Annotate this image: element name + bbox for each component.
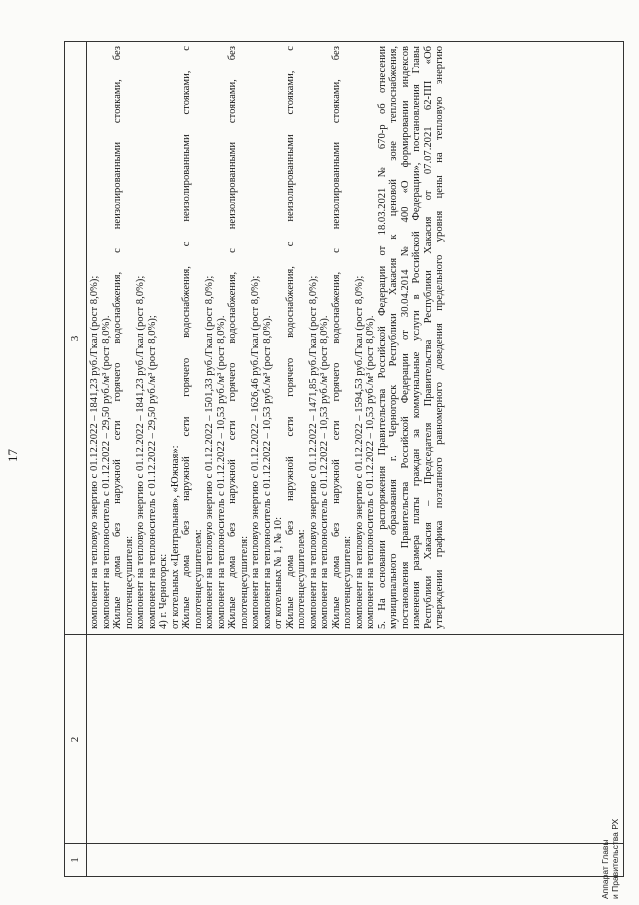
text-line: постановления Правительства Российской Федерации от 30.04.2014 № 400 «О формировании индексов bbox=[399, 46, 411, 629]
text-line: компонент на теплоноситель с 01.12.2022 – 10,53 руб./м³ (рост 8,0%). bbox=[261, 315, 273, 629]
page-number: 17 bbox=[5, 449, 20, 462]
text-line: Жилые дома без наружной сети горячего водоснабжения, с неизолированными стояками, без bbox=[330, 46, 342, 629]
column-header-2: 2 bbox=[65, 635, 87, 844]
text-line: компонент на теплоноситель с 01.12.2022 – 29,50 руб./м³ (рост 8,0%); bbox=[146, 315, 158, 629]
text-line: от котельных № 1, № 10: bbox=[273, 516, 284, 629]
text-line: компонент на тепловую энергию с 01.12.2022 – 1626,46 руб./Гкал (рост 8,0%); bbox=[250, 275, 261, 629]
text-line: утверждении графика поэтапного равномерного доведения предельного уровня цены на тепловую энергию bbox=[434, 46, 445, 629]
text-line: Жилые дома без наружной сети горячего водоснабжения, с неизолированными стояками, с bbox=[284, 46, 296, 629]
text-line: полотенцесушителем: bbox=[296, 529, 307, 629]
column-header-1: 1 bbox=[65, 844, 87, 876]
text-line: муниципального образования г. Черногорск Республики Хакасия к ценовой зоне теплоснабжения, bbox=[388, 46, 399, 629]
tariff-table bbox=[64, 41, 624, 877]
text-line: компонент на теплоноситель с 01.12.2022 – 10,53 руб./м³ (рост 8,0%). bbox=[365, 315, 376, 629]
text-line: компонент на тепловую энергию с 01.12.2022 – 1841,23 руб./Гкал (рост 8,0%); bbox=[135, 275, 146, 629]
text-line: полотенцесушителя: bbox=[123, 535, 135, 629]
text-line: Жилые дома без наружной сети горячего водоснабжения, с неизолированными стояками, с bbox=[181, 46, 192, 629]
text-line: компонент на теплоноситель с 01.12.2022 – 29,50 руб./м³ (рост 8,0%). bbox=[100, 315, 112, 629]
text-line: компонент на теплоноситель с 01.12.2022 – 10,53 руб./м³ (рост 8,0%). bbox=[215, 315, 227, 629]
table-column-1 bbox=[65, 843, 623, 876]
text-line: 5. На основании распоряжения Правительства Российской Федерации от 18.03.2021 № 670-р об отнесении bbox=[376, 46, 388, 629]
office-stamp bbox=[600, 819, 620, 899]
text-line: компонент на теплоноситель с 01.12.2022 – 10,53 руб./м³ (рост 8,0%). bbox=[319, 315, 330, 629]
text-line: Жилые дома без наружной сети горячего водоснабжения, с неизолированными стояками, без bbox=[227, 46, 238, 629]
stamp-line-1: Аппарат Главы bbox=[600, 839, 610, 899]
text-line: полотенцесушителем: bbox=[192, 529, 204, 629]
table-column-2 bbox=[65, 634, 623, 844]
column-header-3: 3 bbox=[65, 42, 87, 635]
text-line: компонент на тепловую энергию с 01.12.2022 – 1471,85 руб./Гкал (рост 8,0%); bbox=[307, 275, 319, 629]
text-line: Республики Хакасия – Председателя Правительства Республики Хакасия от 07.07.2021 62-ПП «Об bbox=[422, 46, 434, 629]
stamp-line-2: и Правительства РХ bbox=[610, 818, 620, 899]
text-line: компонент на тепловую энергию с 01.12.2022 – 1501,33 руб./Гкал (рост 8,0%); bbox=[204, 275, 215, 629]
text-line: Жилые дома без наружной сети горячего водоснабжения, с неизолированными стояками, без bbox=[112, 46, 123, 629]
text-line: полотенцесушителя: bbox=[238, 535, 250, 629]
text-line: полотенцесушителя: bbox=[342, 535, 353, 629]
text-line: от котельных «Центральная», «Южная»: bbox=[169, 445, 181, 629]
text-line: компонент на тепловую энергию с 01.12.2022 – 1594,53 руб./Гкал (рост 8,0%); bbox=[353, 275, 365, 629]
text-line: изменения размера платы граждан за коммунальные услуги в Российской Федерации», постановления Главы bbox=[411, 46, 422, 629]
table-column-3 bbox=[65, 42, 623, 635]
text-line: 4) г. Черногорск: bbox=[158, 553, 169, 629]
column-3-text bbox=[89, 46, 446, 629]
text-line: компонент на тепловую энергию с 01.12.2022 – 1841,23 руб./Гкал (рост 8,0%); bbox=[89, 275, 100, 629]
